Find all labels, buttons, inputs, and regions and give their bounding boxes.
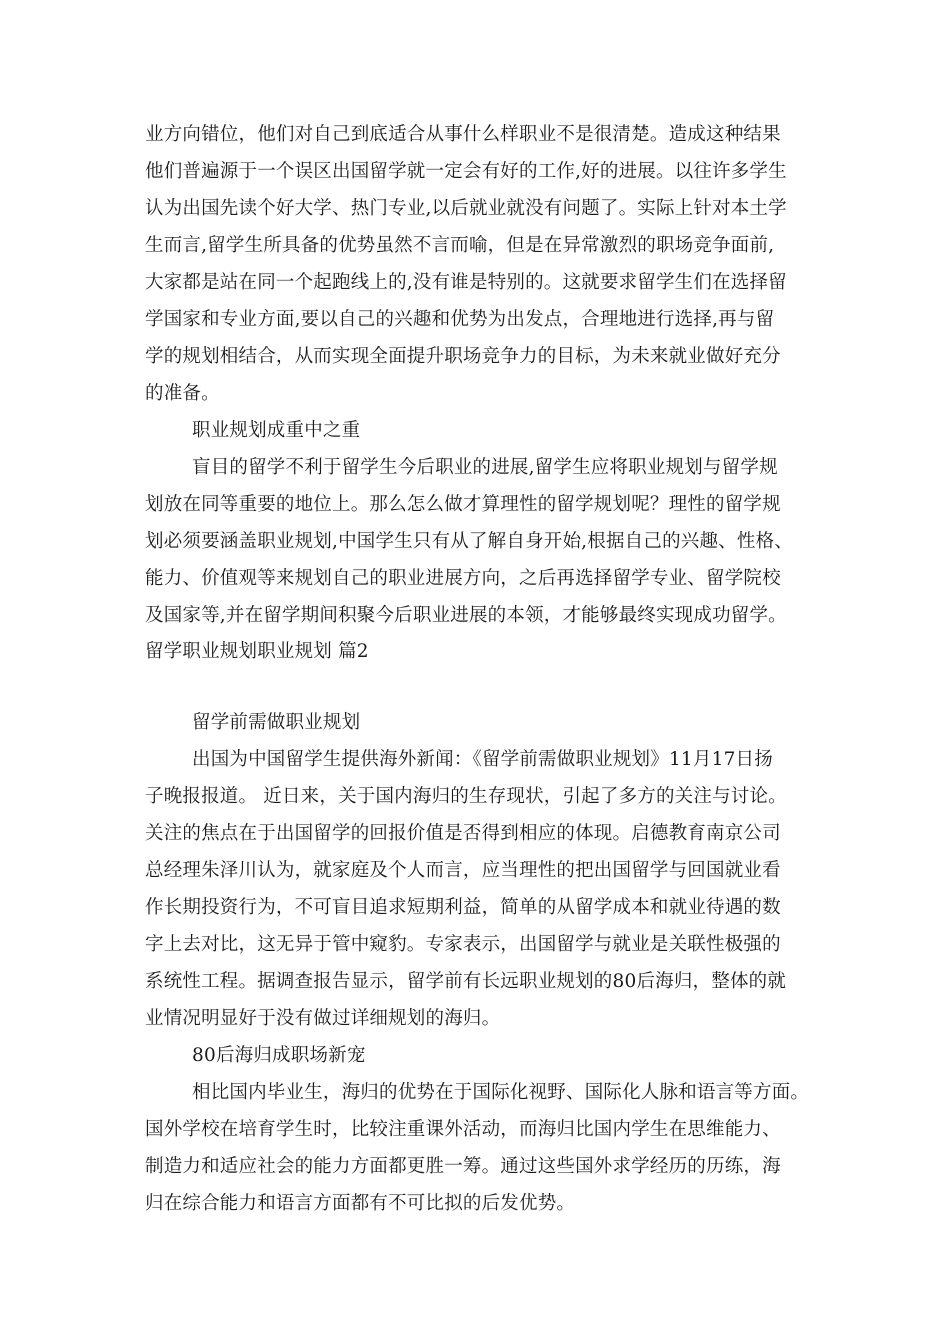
body-text-line: 的准备。 [145,383,220,404]
body-text-line: 系统性工程。据调查报告显示，留学前有长远职业规划的80后海归，整体的就 [145,971,787,992]
body-text-line: 业情况明显好于没有做过详细规划的海归。 [145,1008,501,1029]
body-text-line: 业方向错位，他们对自己到底适合从事什么样职业不是很清楚。造成这种结果 [145,124,781,145]
body-text-line: 总经理朱泽川认为，就家庭及个人而言，应当理性的把出国留学与回国就业看 [145,860,781,881]
body-text-line: 划必须要涵盖职业规划,中国学生只有从了解自身开始,根据自己的兴趣、性格、 [145,531,793,552]
body-text-line: 子晚报报道。 近日来，关于国内海归的生存现状，引起了多方的关注与讨论。 [145,786,787,807]
body-text-line: 划放在同等重要的地位上。那么怎么做才算理性的留学规划呢？理性的留学规 [145,494,781,515]
body-text-line: 大家都是站在同一个起跑线上的,没有谁是特别的。这就要求留学生们在选择留 [145,272,787,293]
body-text-line: 及国家等,并在留学期间积聚今后职业进展的本领，才能够最终实现成功留学。 [145,605,787,626]
body-text-line: 出国为中国留学生提供海外新闻：《留学前需做职业规划》11月17日扬 [192,749,773,770]
body-text-line: 他们普遍源于一个误区出国留学就一定会有好的工作,好的进展。以往许多学生 [145,161,787,182]
body-text-line: 能力、价值观等来规划自己的职业进展方向，之后再选择留学专业、留学院校 [145,568,781,589]
body-text-line: 字上去对比，这无异于管中窥豹。专家表示，出国留学与就业是关联性极强的 [145,934,781,955]
article-title: 留学职业规划职业规划 篇2 [145,641,369,662]
section-heading: 留学前需做职业规划 [192,712,361,733]
section-heading: 职业规划成重中之重 [192,420,361,441]
body-text-line: 学的规划相结合，从而实现全面提升职场竞争力的目标，为未来就业做好充分 [145,346,781,367]
body-text-line: 归在综合能力和语言方面都有不可比拟的后发优势。 [145,1193,576,1214]
body-text-line: 生而言,留学生所具备的优势虽然不言而喻，但是在异常激烈的职场竞争面前, [145,235,775,256]
body-text-line: 制造力和适应社会的能力方面都更胜一筹。通过这些国外求学经历的历练，海 [145,1156,781,1177]
body-text-line: 作长期投资行为，不可盲目追求短期利益，简单的从留学成本和就业待遇的数 [145,897,781,918]
body-text-line: 国外学校在培育学生时，比较注重课外活动，而海归比国内学生在思维能力、 [145,1119,781,1140]
body-text-line: 关注的焦点在于出国留学的回报价值是否得到相应的体现。启德教育南京公司 [145,823,781,844]
body-text-line: 学国家和专业方面,要以自己的兴趣和优势为出发点，合理地进行选择,再与留 [145,309,775,330]
body-text-line: 认为出国先读个好大学、热门专业,以后就业就没有问题了。实际上针对本土学 [145,198,787,219]
body-text-line: 盲目的留学不利于留学生今后职业的进展,留学生应将职业规划与留学规 [192,457,778,478]
section-heading: 80后海归成职场新宠 [192,1045,366,1066]
body-text-line: 相比国内毕业生，海归的优势在于国际化视野、国际化人脉和语言等方面。 [192,1082,810,1103]
